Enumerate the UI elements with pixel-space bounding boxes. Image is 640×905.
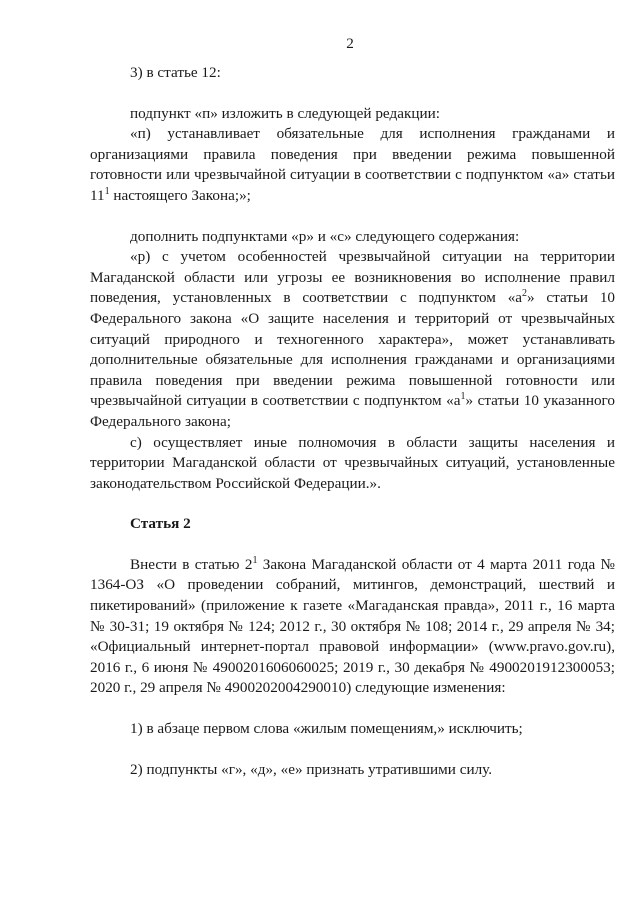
page-number: 2 bbox=[346, 35, 354, 52]
add-subpoints-intro: дополнить подпунктами «р» и «с» следующего содержания: bbox=[130, 227, 520, 245]
article2-heading: Статья 2 bbox=[130, 515, 191, 533]
article2-text: Внести в статью $2^1$ Закона Магаданской области от 4 марта 2011 года № 1364-ОЗ «О проведении собраний, митингов, демонстраций, шествий и пикетирований» (приложение к газете «Магаданская правда», 2011 г., 16 марта № 30-31; 19 октября № 124; 2012 г., 30 октября № 108; 2014 г., 29 апреля № 34; «Официальный интернет-портал правовой информации» (www.pravo.gov.ru), 2016 г., 6 июня № 4900201606060025; 2019 г., 30 декабря № 4900201912300053; 2020 г., 29 апреля № 4900202004290010) следующие изменения: bbox=[90, 554, 615, 697]
subpoint-p-intro: подпункт «п» изложить в следующей редакции: bbox=[130, 104, 440, 122]
article2-item1: 1) в абзаце первом слова «жилым помещениям,» исключить; bbox=[130, 720, 523, 738]
subpoint-p-text: «п) устанавливает обязательные для исполнения гражданами и организациями правила поведения при введении режима повышенной готовности или чрезвычайной ситуации в соответствии с подпунктом «а» статьи $11^1$ настоящего Закона;»; bbox=[90, 125, 615, 204]
subpoint-s-text: с) осуществляет иные полномочия в области защиты населения и территории Магаданской области от чрезвычайных ситуаций, установленные законодательством Российской Федерации.». bbox=[90, 433, 615, 492]
subpoint-r-text: «р) с учетом особенностей чрезвычайной ситуации на территории Магаданской области или угрозы ее возникновения во исполнение правил поведения, установленных в соответствии с подпунктом «$а^2$» статьи 10 Федерального закона «О защите населения и территорий от чрезвычайных ситуаций природного и техногенного характера», может устанавливать дополнительные обязательные для исполнения гражданами и организациями правила поведения при введении режима повышенной готовности или чрезвычайной ситуации в соответствии с подпунктом «$а^1$» статьи 10 указанного Федерального закона; bbox=[90, 248, 616, 430]
article1-item3: 3) в статье 12: bbox=[130, 64, 221, 81]
article2-item2: 2) подпункты «г», «д», «е» признать утратившими силу. bbox=[130, 760, 493, 778]
document-body bbox=[90, 63, 615, 780]
